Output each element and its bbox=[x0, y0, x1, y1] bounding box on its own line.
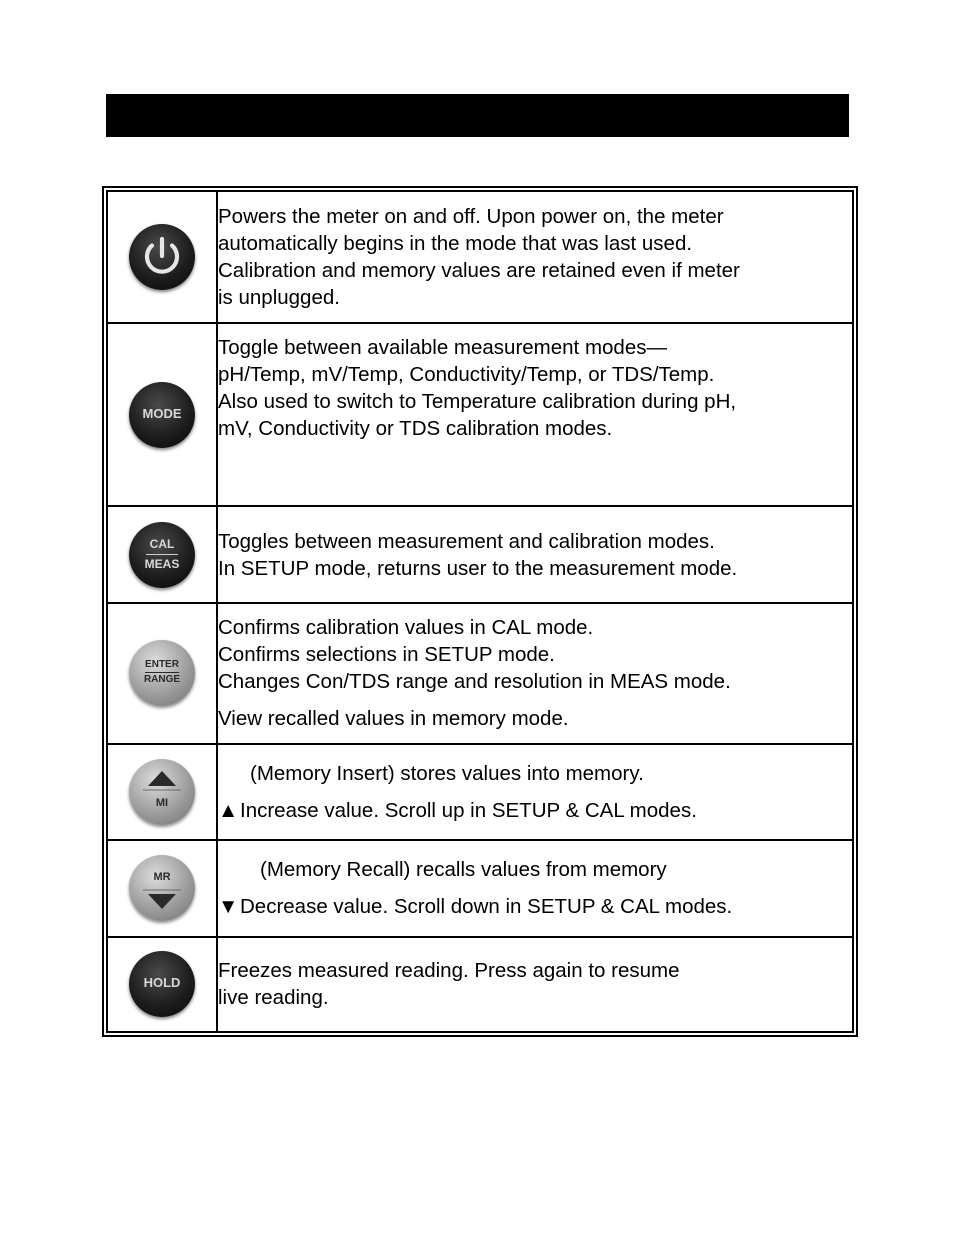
up-triangle-icon: ▲ bbox=[218, 798, 239, 822]
description-line: is unplugged. bbox=[218, 285, 340, 309]
description-line: Toggle between available measurement modes— bbox=[218, 335, 667, 359]
icon-cell bbox=[107, 191, 217, 323]
description-line: Freezes measured reading. Press again to resume bbox=[218, 959, 680, 983]
enter-range-button-icon bbox=[129, 640, 195, 706]
divider bbox=[146, 554, 178, 555]
down-arrow-icon bbox=[129, 855, 195, 921]
keys-table bbox=[106, 190, 854, 1033]
mi-up-button-icon bbox=[129, 759, 195, 825]
enter-label: ENTER bbox=[145, 659, 179, 671]
divider bbox=[145, 672, 179, 673]
description-line: Powers the meter on and off. Upon power on, the meter bbox=[218, 204, 724, 228]
section-title-bar bbox=[106, 94, 849, 137]
cal-meas-button-icon bbox=[129, 522, 195, 588]
mi-description bbox=[217, 744, 853, 840]
hold-description bbox=[217, 937, 853, 1033]
icon-cell bbox=[107, 937, 217, 1033]
icon-cell bbox=[107, 840, 217, 936]
description-line: View recalled values in memory mode. bbox=[218, 707, 569, 731]
description-line: Also used to switch to Temperature calibration during pH, bbox=[218, 389, 737, 413]
table-row bbox=[107, 323, 853, 507]
mr-label: MR bbox=[153, 871, 171, 884]
description-line: Calibration and memory values are retained even if meter bbox=[218, 258, 740, 282]
description-line: ▲Increase value. Scroll up in SETUP & CAL modes. bbox=[218, 798, 697, 822]
description-line: pH/Temp, mV/Temp, Conductivity/Temp, or TDS/Temp. bbox=[218, 362, 715, 386]
description-line: Toggles between measurement and calibration modes. bbox=[218, 529, 715, 553]
description-line: mV, Conductivity or TDS calibration modes. bbox=[218, 416, 613, 440]
description-line: In SETUP mode, returns user to the measurement mode. bbox=[218, 556, 738, 580]
description-line: (Memory Recall) recalls values from memory bbox=[260, 858, 667, 882]
enter-range-description bbox=[217, 603, 853, 744]
description-line: Changes Con/TDS range and resolution in MEAS mode. bbox=[218, 670, 731, 694]
description-line: Confirms calibration values in CAL mode. bbox=[218, 616, 594, 640]
table-row bbox=[107, 937, 853, 1033]
power-button-icon bbox=[129, 224, 195, 290]
power-description bbox=[217, 191, 853, 323]
description-line: (Memory Insert) stores values into memory. bbox=[250, 761, 644, 785]
icon-cell bbox=[107, 744, 217, 840]
table-row bbox=[107, 506, 853, 602]
table-row bbox=[107, 840, 853, 936]
hold-button-icon bbox=[129, 951, 195, 1017]
cal-meas-description bbox=[217, 506, 853, 602]
icon-cell bbox=[107, 323, 217, 507]
keys-table-frame bbox=[102, 186, 858, 1037]
table-row bbox=[107, 603, 853, 744]
table-row bbox=[107, 191, 853, 323]
mode-button-label: MODE bbox=[142, 405, 182, 421]
icon-cell bbox=[107, 506, 217, 602]
icon-cell bbox=[107, 603, 217, 744]
description-line: Confirms selections in SETUP mode. bbox=[218, 643, 555, 667]
mi-label: MI bbox=[155, 796, 169, 809]
mr-description bbox=[217, 840, 853, 936]
hold-button-label: HOLD bbox=[143, 975, 181, 991]
down-triangle-icon: ▼ bbox=[218, 895, 239, 919]
mode-description bbox=[217, 323, 853, 507]
mode-button-icon bbox=[129, 382, 195, 448]
range-label: RANGE bbox=[143, 674, 181, 686]
description-line: ▼Decrease value. Scroll down in SETUP & CAL modes. bbox=[218, 895, 733, 919]
description-line: live reading. bbox=[218, 986, 329, 1010]
meas-label: MEAS bbox=[144, 556, 180, 571]
cal-label: CAL bbox=[149, 536, 175, 551]
up-arrow-icon bbox=[129, 759, 195, 825]
description-line: automatically begins in the mode that was last used. bbox=[218, 231, 693, 255]
mr-down-button-icon bbox=[129, 855, 195, 921]
table-row bbox=[107, 744, 853, 840]
